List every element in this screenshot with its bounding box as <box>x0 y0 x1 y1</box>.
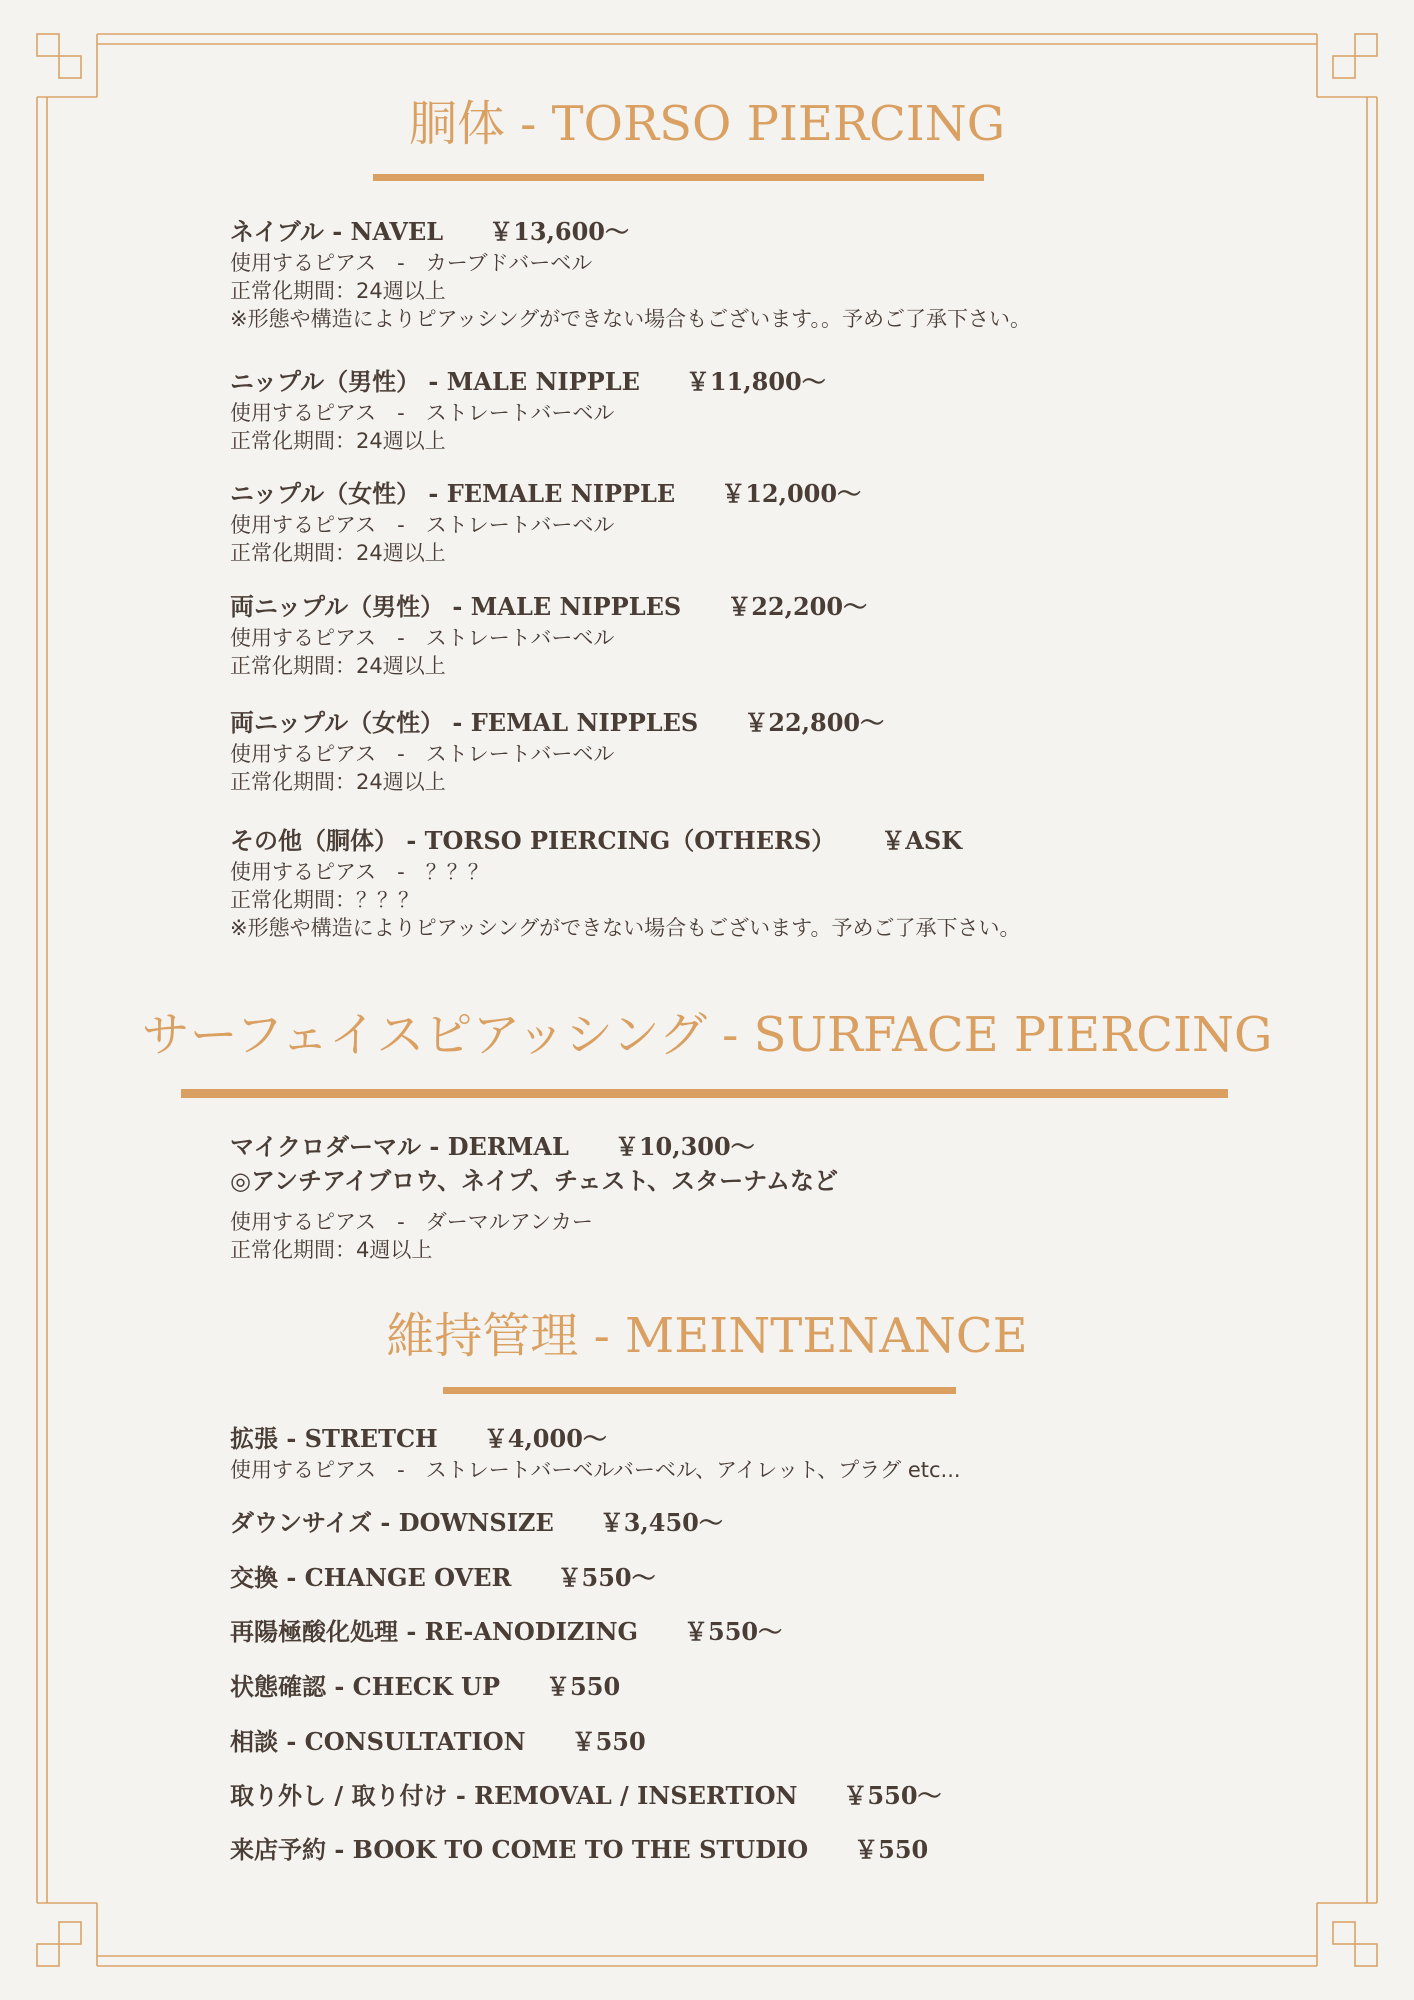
item-healing-period: 正常化期間：24週以上 <box>230 770 446 794</box>
item-locations: ◎アンチアイブロウ、ネイプ、チェスト、スターナムなど <box>230 1166 838 1195</box>
menu-item-stretch <box>230 1422 961 1484</box>
torso-section-title: 胴体 - TORSO PIERCING <box>408 96 1006 152</box>
menu-item-removal-insertion <box>230 1779 942 1813</box>
menu-item-torso-others <box>230 824 1021 942</box>
item-price: ￥22,800〜 <box>744 708 885 737</box>
item-healing-period: 正常化期間：24週以上 <box>230 541 446 565</box>
item-jewelry: 使用するピアス - ストレートバーベル <box>230 742 615 766</box>
item-price: ￥550〜 <box>684 1617 783 1646</box>
item-price: ￥4,000〜 <box>483 1424 607 1453</box>
menu-item-male-nipple <box>230 365 826 455</box>
menu-item-change-over <box>230 1561 656 1595</box>
item-name: 取り外し / 取り付け - REMOVAL / INSERTION <box>230 1781 798 1810</box>
menu-item-downsize <box>230 1506 723 1540</box>
item-price: ￥13,600〜 <box>489 217 629 246</box>
item-jewelry: 使用するピアス - ストレートバーベル <box>230 626 615 650</box>
item-name: ネイブル - NAVEL <box>230 217 444 246</box>
item-healing-period: 正常化期間：4週以上 <box>230 1238 433 1262</box>
maintenance-section-title: 維持管理 - MEINTENANCE <box>386 1308 1028 1364</box>
item-name: ニップル（男性） - MALE NIPPLE <box>230 367 640 396</box>
item-price: ￥10,300〜 <box>614 1132 755 1161</box>
menu-item-female-nipple <box>230 477 861 567</box>
surface-title-underline <box>181 1089 1228 1098</box>
maintenance-title-underline <box>443 1387 956 1394</box>
menu-item-consultation <box>230 1725 646 1759</box>
item-name: 拡張 - STRETCH <box>230 1424 438 1453</box>
item-price: ￥550 <box>546 1672 621 1701</box>
item-healing-period: 正常化期間：？？？ <box>230 888 419 912</box>
item-name: ダウンサイズ - DOWNSIZE <box>230 1508 554 1537</box>
item-name: 状態確認 - CHECK UP <box>230 1672 501 1701</box>
surface-section-title: サーフェイスピアッシング - SURFACE PIERCING <box>141 1007 1273 1063</box>
item-note: ※形態や構造によりピアッシングができない場合もございます。。予めご了承下さい。 <box>230 307 1031 331</box>
item-price: ￥550〜 <box>557 1563 656 1592</box>
item-jewelry: 使用するピアス - ストレートバーベル <box>230 513 615 537</box>
menu-item-dermal <box>230 1130 838 1264</box>
item-price: ￥550 <box>571 1727 646 1756</box>
menu-item-re-anodizing <box>230 1615 782 1649</box>
item-healing-period: 正常化期間：24週以上 <box>230 279 446 303</box>
item-price: ￥ASK <box>881 826 963 855</box>
item-jewelry: 使用するピアス - ストレートバーベル <box>230 401 615 425</box>
torso-title-underline <box>373 174 984 181</box>
menu-item-check-up <box>230 1670 620 1704</box>
item-name: 来店予約 - BOOK TO COME TO THE STUDIO <box>230 1835 809 1864</box>
item-name: ニップル（女性） - FEMALE NIPPLE <box>230 479 676 508</box>
item-note: ※形態や構造によりピアッシングができない場合もございます。予めご了承下さい。 <box>230 916 1021 940</box>
item-name: 両ニップル（女性） - FEMAL NIPPLES <box>230 708 699 737</box>
item-price: ￥3,450〜 <box>599 1508 723 1537</box>
item-name: 相談 - CONSULTATION <box>230 1727 526 1756</box>
item-jewelry: 使用するピアス - カーブドバーベル <box>230 251 593 275</box>
menu-item-book-visit <box>230 1833 928 1867</box>
item-healing-period: 正常化期間：24週以上 <box>230 654 446 678</box>
item-name: 再陽極酸化処理 - RE-ANODIZING <box>230 1617 638 1646</box>
menu-item-female-nipples <box>230 706 884 796</box>
item-name: その他（胴体） - TORSO PIERCING（OTHERS） <box>230 826 836 855</box>
item-name: マイクロダーマル - DERMAL <box>230 1132 569 1161</box>
item-price: ￥11,800〜 <box>685 367 826 396</box>
item-jewelry: 使用するピアス - ダーマルアンカー <box>230 1210 593 1234</box>
item-name: 交換 - CHANGE OVER <box>230 1563 512 1592</box>
item-price: ￥550 <box>854 1835 929 1864</box>
item-jewelry: 使用するピアス - ？？？ <box>230 860 489 884</box>
item-jewelry: 使用するピアス - ストレートバーベルバーベル、アイレット、プラグ etc... <box>230 1458 961 1482</box>
item-price: ￥550〜 <box>843 1781 942 1810</box>
menu-item-navel <box>230 215 1031 333</box>
menu-item-male-nipples <box>230 590 867 680</box>
item-name: 両ニップル（男性） - MALE NIPPLES <box>230 592 682 621</box>
item-healing-period: 正常化期間：24週以上 <box>230 429 446 453</box>
item-price: ￥12,000〜 <box>721 479 862 508</box>
item-price: ￥22,200〜 <box>727 592 868 621</box>
